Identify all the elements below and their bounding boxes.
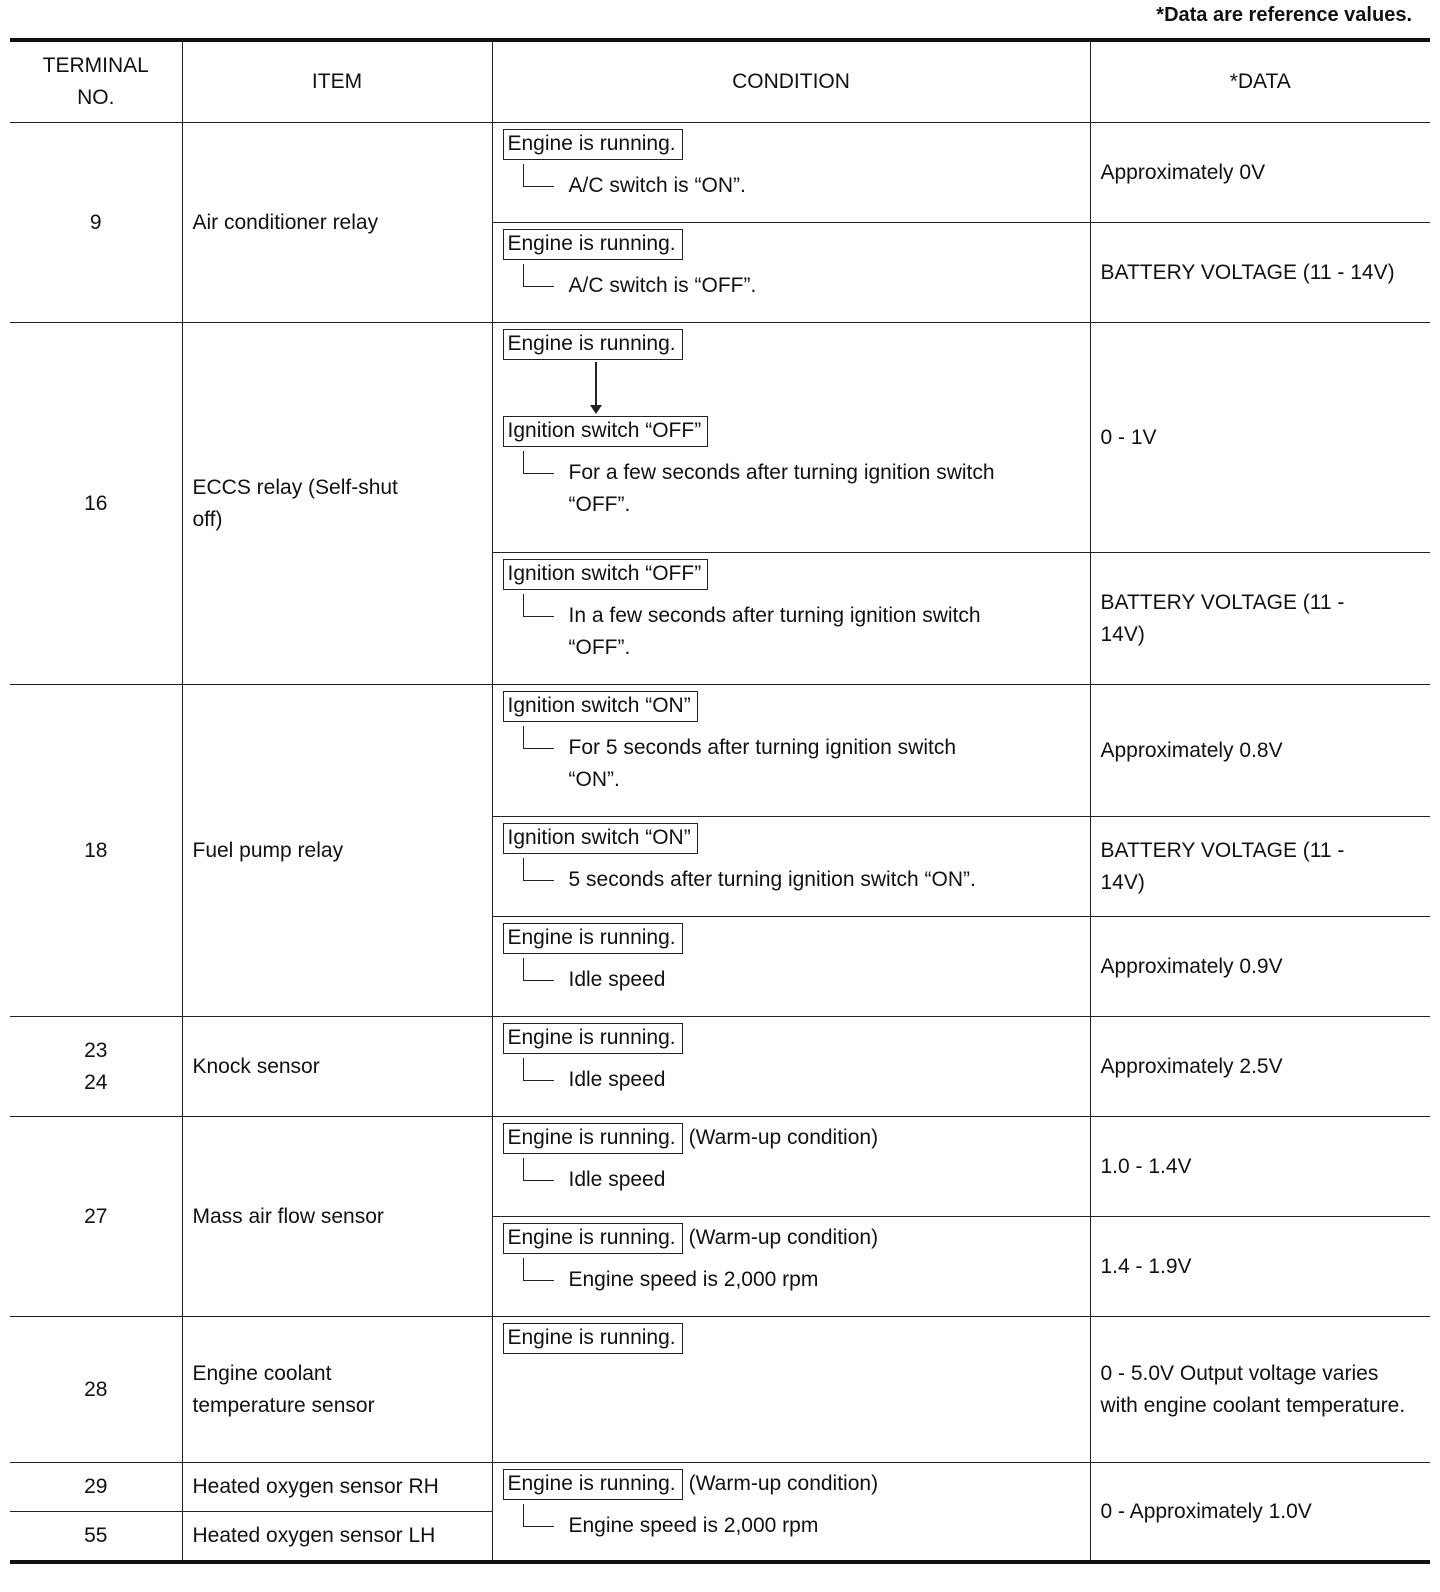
condition-box: Engine is running. [503, 129, 683, 160]
terminal-no: 28 [10, 1317, 182, 1463]
condition-sub: Idle speed [523, 1164, 1080, 1196]
condition-sub: A/C switch is “OFF”. [523, 270, 1080, 302]
item-name: Heated oxygen sensor LH [182, 1512, 492, 1563]
condition-cell [492, 323, 1090, 553]
condition-sub: Engine speed is 2,000 rpm [523, 1264, 1080, 1296]
data-value: 1.4 - 1.9V [1090, 1217, 1430, 1317]
condition-sub: Idle speed [523, 964, 1080, 996]
condition-box: Ignition switch “OFF” [503, 416, 709, 447]
terminal-no: 55 [10, 1512, 182, 1563]
condition-sub: Idle speed [523, 1064, 1080, 1096]
data-value: BATTERY VOLTAGE (11 - 14V) [1090, 553, 1430, 685]
data-value: Approximately 0.8V [1090, 685, 1430, 817]
table-row [10, 323, 1430, 553]
condition-box: Engine is running. [503, 1123, 683, 1154]
header-data: *DATA [1090, 40, 1430, 123]
item-name: Engine coolant temperature sensor [182, 1317, 492, 1463]
condition-cell [492, 917, 1090, 1017]
table-row [10, 1117, 1430, 1217]
item-name: Mass air flow sensor [182, 1117, 492, 1317]
condition-sub: For 5 seconds after turning ignition switch “ON”. [523, 732, 969, 796]
table-row [10, 1463, 1430, 1512]
item-name: Fuel pump relay [182, 685, 492, 1017]
condition-sub: A/C switch is “ON”. [523, 170, 1080, 202]
terminal-table [10, 38, 1430, 1564]
reference-note: *Data are reference values. [1156, 4, 1412, 26]
condition-box: Engine is running. [503, 1223, 683, 1254]
header-item: ITEM [182, 40, 492, 123]
item-name: Air conditioner relay [182, 123, 492, 323]
condition-cell [492, 123, 1090, 223]
condition-box: Engine is running. [503, 1023, 683, 1054]
data-value: 1.0 - 1.4V [1090, 1117, 1430, 1217]
condition-box: Ignition switch “ON” [503, 691, 698, 722]
header-row [10, 40, 1430, 123]
table-row [10, 123, 1430, 223]
condition-extra: (Warm-up condition) [688, 1126, 879, 1149]
condition-cell [492, 223, 1090, 323]
table-row [10, 1017, 1430, 1117]
condition-cell [492, 1463, 1090, 1563]
condition-sub: For a few seconds after turning ignition switch “OFF”. [523, 457, 999, 521]
condition-box: Engine is running. [503, 923, 683, 954]
terminal-no: 16 [10, 323, 182, 685]
item-name: Knock sensor [182, 1017, 492, 1117]
condition-cell [492, 817, 1090, 917]
data-value: 0 - Approximately 1.0V [1090, 1463, 1430, 1563]
data-value: Approximately 0V [1090, 123, 1430, 223]
data-value: Approximately 2.5V [1090, 1017, 1430, 1117]
condition-cell [492, 1117, 1090, 1217]
condition-box: Engine is running. [503, 1469, 683, 1500]
data-value: 0 - 1V [1090, 323, 1430, 553]
data-value: BATTERY VOLTAGE (11 - 14V) [1090, 817, 1430, 917]
condition-box: Ignition switch “OFF” [503, 559, 709, 590]
condition-box: Ignition switch “ON” [503, 823, 698, 854]
data-value: BATTERY VOLTAGE (11 - 14V) [1090, 223, 1430, 323]
condition-box: Engine is running. [503, 229, 683, 260]
condition-box: Engine is running. [503, 1323, 683, 1354]
header-terminal: TERMINAL NO. [10, 40, 182, 123]
condition-box: Engine is running. [503, 329, 683, 360]
table-row [10, 1317, 1430, 1463]
condition-extra: (Warm-up condition) [688, 1472, 879, 1495]
terminal-no: 23 24 [10, 1017, 182, 1117]
terminal-no: 27 [10, 1117, 182, 1317]
data-value: Approximately 0.9V [1090, 917, 1430, 1017]
condition-cell [492, 553, 1090, 685]
condition-sub: 5 seconds after turning ignition switch “ON”. [523, 864, 1080, 896]
terminal-no: 9 [10, 123, 182, 323]
condition-cell [492, 1017, 1090, 1117]
item-name: Heated oxygen sensor RH [182, 1463, 492, 1512]
condition-extra: (Warm-up condition) [688, 1226, 879, 1249]
condition-cell [492, 1217, 1090, 1317]
table-row [10, 685, 1430, 817]
down-arrow-icon [595, 362, 597, 408]
item-name: ECCS relay (Self-shut off) [182, 323, 492, 685]
data-value: 0 - 5.0V Output voltage varies with engine coolant temperature. [1090, 1317, 1430, 1463]
terminal-no: 18 [10, 685, 182, 1017]
condition-sub: In a few seconds after turning ignition switch “OFF”. [523, 600, 999, 664]
condition-cell [492, 1317, 1090, 1463]
condition-cell [492, 685, 1090, 817]
header-condition: CONDITION [492, 40, 1090, 123]
terminal-no: 29 [10, 1463, 182, 1512]
condition-sub: Engine speed is 2,000 rpm [523, 1510, 1080, 1542]
